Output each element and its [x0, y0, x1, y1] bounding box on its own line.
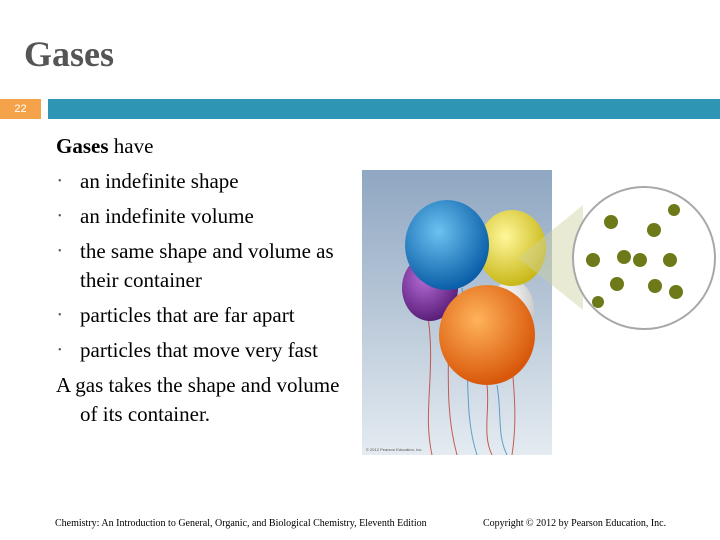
footer-book-title: Chemistry: An Introduction to General, Organic, and Biological Chemistry, Eleventh Edition: [55, 518, 427, 529]
header-bar: [48, 99, 720, 119]
bullet-icon: •: [58, 310, 62, 321]
particle-icon: [648, 279, 662, 293]
intro-bold: Gases: [56, 134, 109, 158]
slide-number: 22: [0, 99, 41, 119]
slide-title: Gases: [24, 34, 114, 74]
bullet-text: the same shape and volume as their container: [80, 239, 334, 292]
particle-icon: [668, 204, 680, 216]
particle-icon: [592, 296, 604, 308]
bullet-text: an indefinite shape: [80, 169, 239, 193]
particle-icon: [617, 250, 631, 264]
particle-icon: [663, 253, 677, 267]
bullet-list: [56, 167, 356, 365]
particle-icon: [633, 253, 647, 267]
list-item: [56, 336, 356, 365]
bullet-icon: •: [58, 211, 62, 222]
list-item: [56, 301, 356, 330]
bullet-text: particles that are far apart: [80, 303, 295, 327]
bullet-icon: •: [58, 246, 62, 257]
intro-line: [56, 132, 356, 161]
gas-particles-zoom: [478, 180, 720, 330]
summary-text: A gas takes the shape and volume of its container.: [56, 373, 340, 426]
list-item: [56, 202, 356, 231]
intro-rest: have: [108, 134, 154, 158]
bullet-icon: •: [58, 345, 62, 356]
particle-icon: [586, 253, 600, 267]
bullet-text: particles that move very fast: [80, 338, 318, 362]
list-item: [56, 237, 356, 295]
particle-icon: [604, 215, 618, 229]
bullet-icon: •: [58, 176, 62, 187]
slide-content: [56, 132, 356, 429]
particle-icon: [669, 285, 683, 299]
particle-icon: [647, 223, 661, 237]
footer-copyright: Copyright © 2012 by Pearson Education, Inc.: [483, 518, 667, 529]
bullet-text: an indefinite volume: [80, 204, 254, 228]
particle-icon: [610, 277, 624, 291]
list-item: [56, 167, 356, 196]
photo-credit: © 2012 Pearson Education, Inc.: [366, 447, 423, 452]
